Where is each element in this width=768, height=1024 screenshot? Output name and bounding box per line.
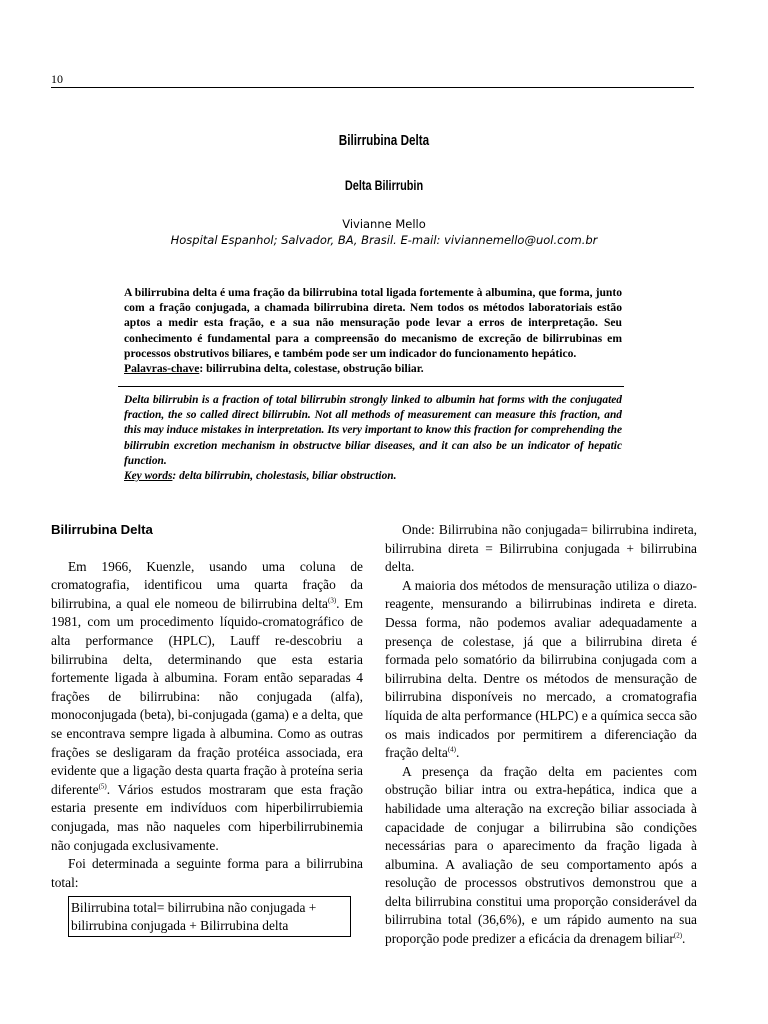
abstract-pt-text: A bilirrubina delta é uma fração da bilirrubina total ligada fortemente à albumina, que forma, junto com a fração conjugada, a chamada bilirrubina direta. Nem todos os métodos laboratoriais estão aptos a medir esta fração, e a sua não mensuração pode levar a erros de interpretação. Seu conhecimento é fundamental para a compreensão do mecanismo de excreção de bilirrubinas em processos obstrutivos biliares, e também pode ser um indicador do funcionamento hepático.: [124, 286, 622, 360]
body-paragraph: Onde: Bilirrubina não conjugada= bilirrubina indireta, bilirrubina direta = Bilirrubina conjugada + bilirrubina delta.: [385, 522, 697, 575]
abstract-pt-keywords: [124, 361, 622, 376]
author-affiliation: Hospital Espanhol; Salvador, BA, Brasil. E-mail: viviannemello@uol.com.br: [170, 233, 598, 247]
keywords-label: Palavras-chave: [124, 362, 200, 376]
abstract-en-keywords: [124, 469, 622, 484]
formula-box: [68, 896, 351, 937]
paragraph-text: A maioria dos métodos de mensuração utiliza o diazo-reagente, mensurando a bilirrubinas indireta e direta. Dessa forma, não podemos avaliar adequadamente a presença de colestase, já que a bilirrubina direta é formada pelo somatório da bilirrubina conjugada com a bilirrubina delta. Dentre os métodos de mensuração de bilirrubina disponíveis no mercado, a cromatografia líquida de alta performance (HLPC) e a química secca são os mais indicados por permitirem a diferenciação da fração delta: [385, 577, 697, 761]
article-title: Bilirrubina Delta: [338, 132, 430, 149]
paragraph-text: .: [456, 745, 460, 761]
abstract-portuguese: [124, 285, 622, 376]
author-name: Vivianne Mello: [342, 217, 426, 231]
paragraph-text: Em 1966, Kuenzle, usando uma coluna de cromatografia, identificou uma quarta fração da bilirrubina, a qual ele nomeou de bilirrubina delta: [51, 558, 363, 611]
paragraph-text: .: [682, 931, 686, 947]
body-paragraph: Foi determinada a seguinte forma para a bilirrubina total:: [51, 856, 363, 890]
header-rule: [51, 87, 694, 88]
paragraph-text: . Em 1981, com um procedimento líquido-cromatográfico de alta performance (HPLC), Lauff re-descobriu a bilirrubina delta, determinando que esta estaria fortemente ligada à albumina. Foram então separadas 4 frações de bilirrubina: não conjugada (alfa), monoconjugada (beta), bi-conjugada (gama) e a delta, que se encontrava sempre ligada à albumina. Como as outras frações se desligaram da fração protéica associada, era evidente que a ligação desta quarta fração à proteína seria diferente: [51, 595, 363, 797]
body-paragraph: [385, 763, 697, 949]
keywords-label-english: Key words: [124, 470, 173, 483]
left-column: [51, 521, 363, 937]
abstract-en-text: Delta bilirrubin is a fraction of total bilirrubin strongly linked to albumin hat forms with the conjugated fraction, the so called direct bilirrubin. Not all methods of measurement can measure this fraction, and this may induce mistakes in interpretation. Its very important to know this fraction for comprehending the bilirrubin excretion mechanism in obstructve biliar diseases, and it can also be un indicator of hepatic function.: [124, 394, 622, 467]
reference-marker: (3): [327, 596, 337, 605]
abstract-divider: [118, 386, 624, 387]
paragraph-text: A presença da fração delta em pacientes com obstrução biliar intra ou extra-hepática, indica que a habilidade uma alteração na excreção biliar associada à capacidade de conjugar a bilirrubina são condições necessárias para o aparecimento da fração ligada à albumina. A avaliação de seu comportamento após a resolução de processos obstrutivos demonstrou que a delta bilirrubina constitui uma proporção considerável da bilirrubina total (36,6%), e um rápido aumento na sua proporção pode predizer a eficácia da drenagem biliar: [385, 763, 697, 947]
formula-line: bilirrubina conjugada + Bilirrubina delta: [71, 918, 289, 934]
keywords-list-english: : delta bilirrubin, cholestasis, biliar obstruction.: [172, 470, 397, 483]
abstract-english: [124, 393, 622, 484]
reference-marker: (2): [673, 931, 683, 940]
paragraph-text: . Vários estudos mostraram que esta fração estaria presente em indivíduos com hiperbilirrubiemia conjugada, mas não naqueles com hiperbilirrubinemia não conjugada exclusivamente.: [51, 781, 363, 853]
right-column: [385, 521, 697, 949]
reference-marker: (5): [98, 782, 107, 791]
formula-line: Bilirrubina total= bilirrubina não conjugada +: [71, 900, 317, 916]
page-number: 10: [51, 72, 63, 86]
body-paragraph: [385, 577, 697, 763]
reference-marker: (4): [447, 745, 456, 754]
body-paragraph: [51, 558, 363, 856]
section-heading: Bilirrubina Delta: [51, 522, 153, 537]
keywords-list: : bilirrubina delta, colestase, obstrução biliar.: [199, 362, 424, 376]
article-title-english: Delta Bilirrubin: [344, 177, 424, 193]
